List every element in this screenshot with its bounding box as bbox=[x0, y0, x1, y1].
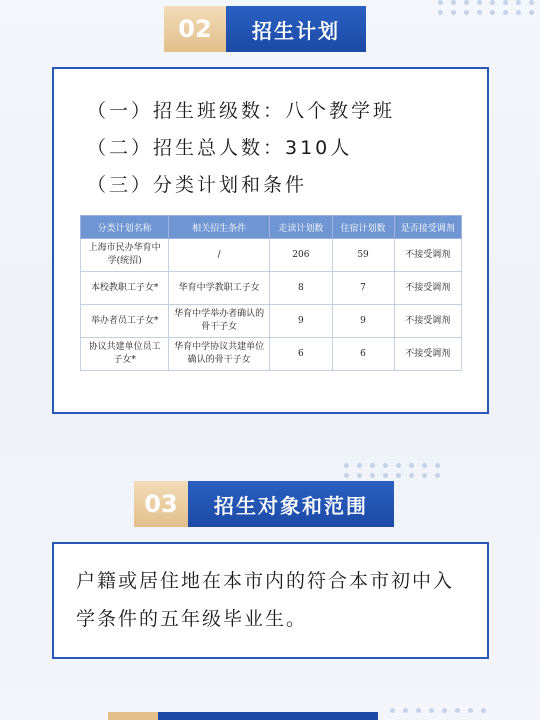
table-row bbox=[81, 338, 462, 371]
section-2-number: 02 bbox=[164, 6, 226, 52]
section-3-number: 03 bbox=[134, 481, 188, 527]
table-cell: 9 bbox=[332, 305, 394, 338]
table-cell: 6 bbox=[270, 338, 332, 371]
section-3-header bbox=[134, 481, 394, 527]
table-cell: 本校教职工子女* bbox=[81, 272, 169, 305]
table-cell: 206 bbox=[270, 239, 332, 272]
decorative-dots-bottom bbox=[390, 708, 489, 713]
table-header-cell: 相关招生条件 bbox=[169, 216, 270, 239]
decorative-dots-top bbox=[438, 0, 537, 15]
table-cell: 华育中学协议共建单位确认的骨干子女 bbox=[169, 338, 270, 371]
decorative-dots-middle bbox=[344, 463, 443, 478]
table-row bbox=[81, 239, 462, 272]
table-cell: 6 bbox=[332, 338, 394, 371]
table-header-row bbox=[81, 216, 462, 239]
table-header-cell: 住宿计划数 bbox=[332, 216, 394, 239]
table-cell: 华育中学举办者确认的骨干子女 bbox=[169, 305, 270, 338]
table-cell: 协议共建单位员工子女* bbox=[81, 338, 169, 371]
plan-line-class-count: （一）招生班级数：八个教学班 bbox=[87, 100, 396, 122]
table-cell: 不接受调剂 bbox=[394, 305, 461, 338]
table-cell: 不接受调剂 bbox=[394, 272, 461, 305]
table-header-cell: 是否接受调剂 bbox=[394, 216, 461, 239]
table-cell: 8 bbox=[270, 272, 332, 305]
section-2-title: 招生计划 bbox=[226, 6, 366, 52]
section-2-header bbox=[164, 6, 366, 52]
table-cell: 上海市民办华育中学(统招) bbox=[81, 239, 169, 272]
table-cell: 9 bbox=[270, 305, 332, 338]
table-row bbox=[81, 272, 462, 305]
table-cell: 59 bbox=[332, 239, 394, 272]
table-row bbox=[81, 305, 462, 338]
table-cell: / bbox=[169, 239, 270, 272]
next-section-tab-fragment bbox=[108, 712, 158, 720]
section-3-body-text: 户籍或居住地在本市内的符合本市初中入学条件的五年级毕业生。 bbox=[76, 570, 455, 630]
plan-table bbox=[80, 215, 462, 371]
section-3-title: 招生对象和范围 bbox=[188, 481, 394, 527]
table-cell: 7 bbox=[332, 272, 394, 305]
table-cell: 不接受调剂 bbox=[394, 239, 461, 272]
plan-line-categories: （三）分类计划和条件 bbox=[87, 174, 308, 196]
table-header-cell: 走读计划数 bbox=[270, 216, 332, 239]
table-cell: 举办者员工子女* bbox=[81, 305, 169, 338]
table-cell: 不接受调剂 bbox=[394, 338, 461, 371]
next-section-tab-fragment bbox=[158, 712, 378, 720]
table-header-cell: 分类计划名称 bbox=[81, 216, 169, 239]
table-cell: 华育中学教职工子女 bbox=[169, 272, 270, 305]
plan-line-total-students: （二）招生总人数：310人 bbox=[87, 137, 353, 159]
